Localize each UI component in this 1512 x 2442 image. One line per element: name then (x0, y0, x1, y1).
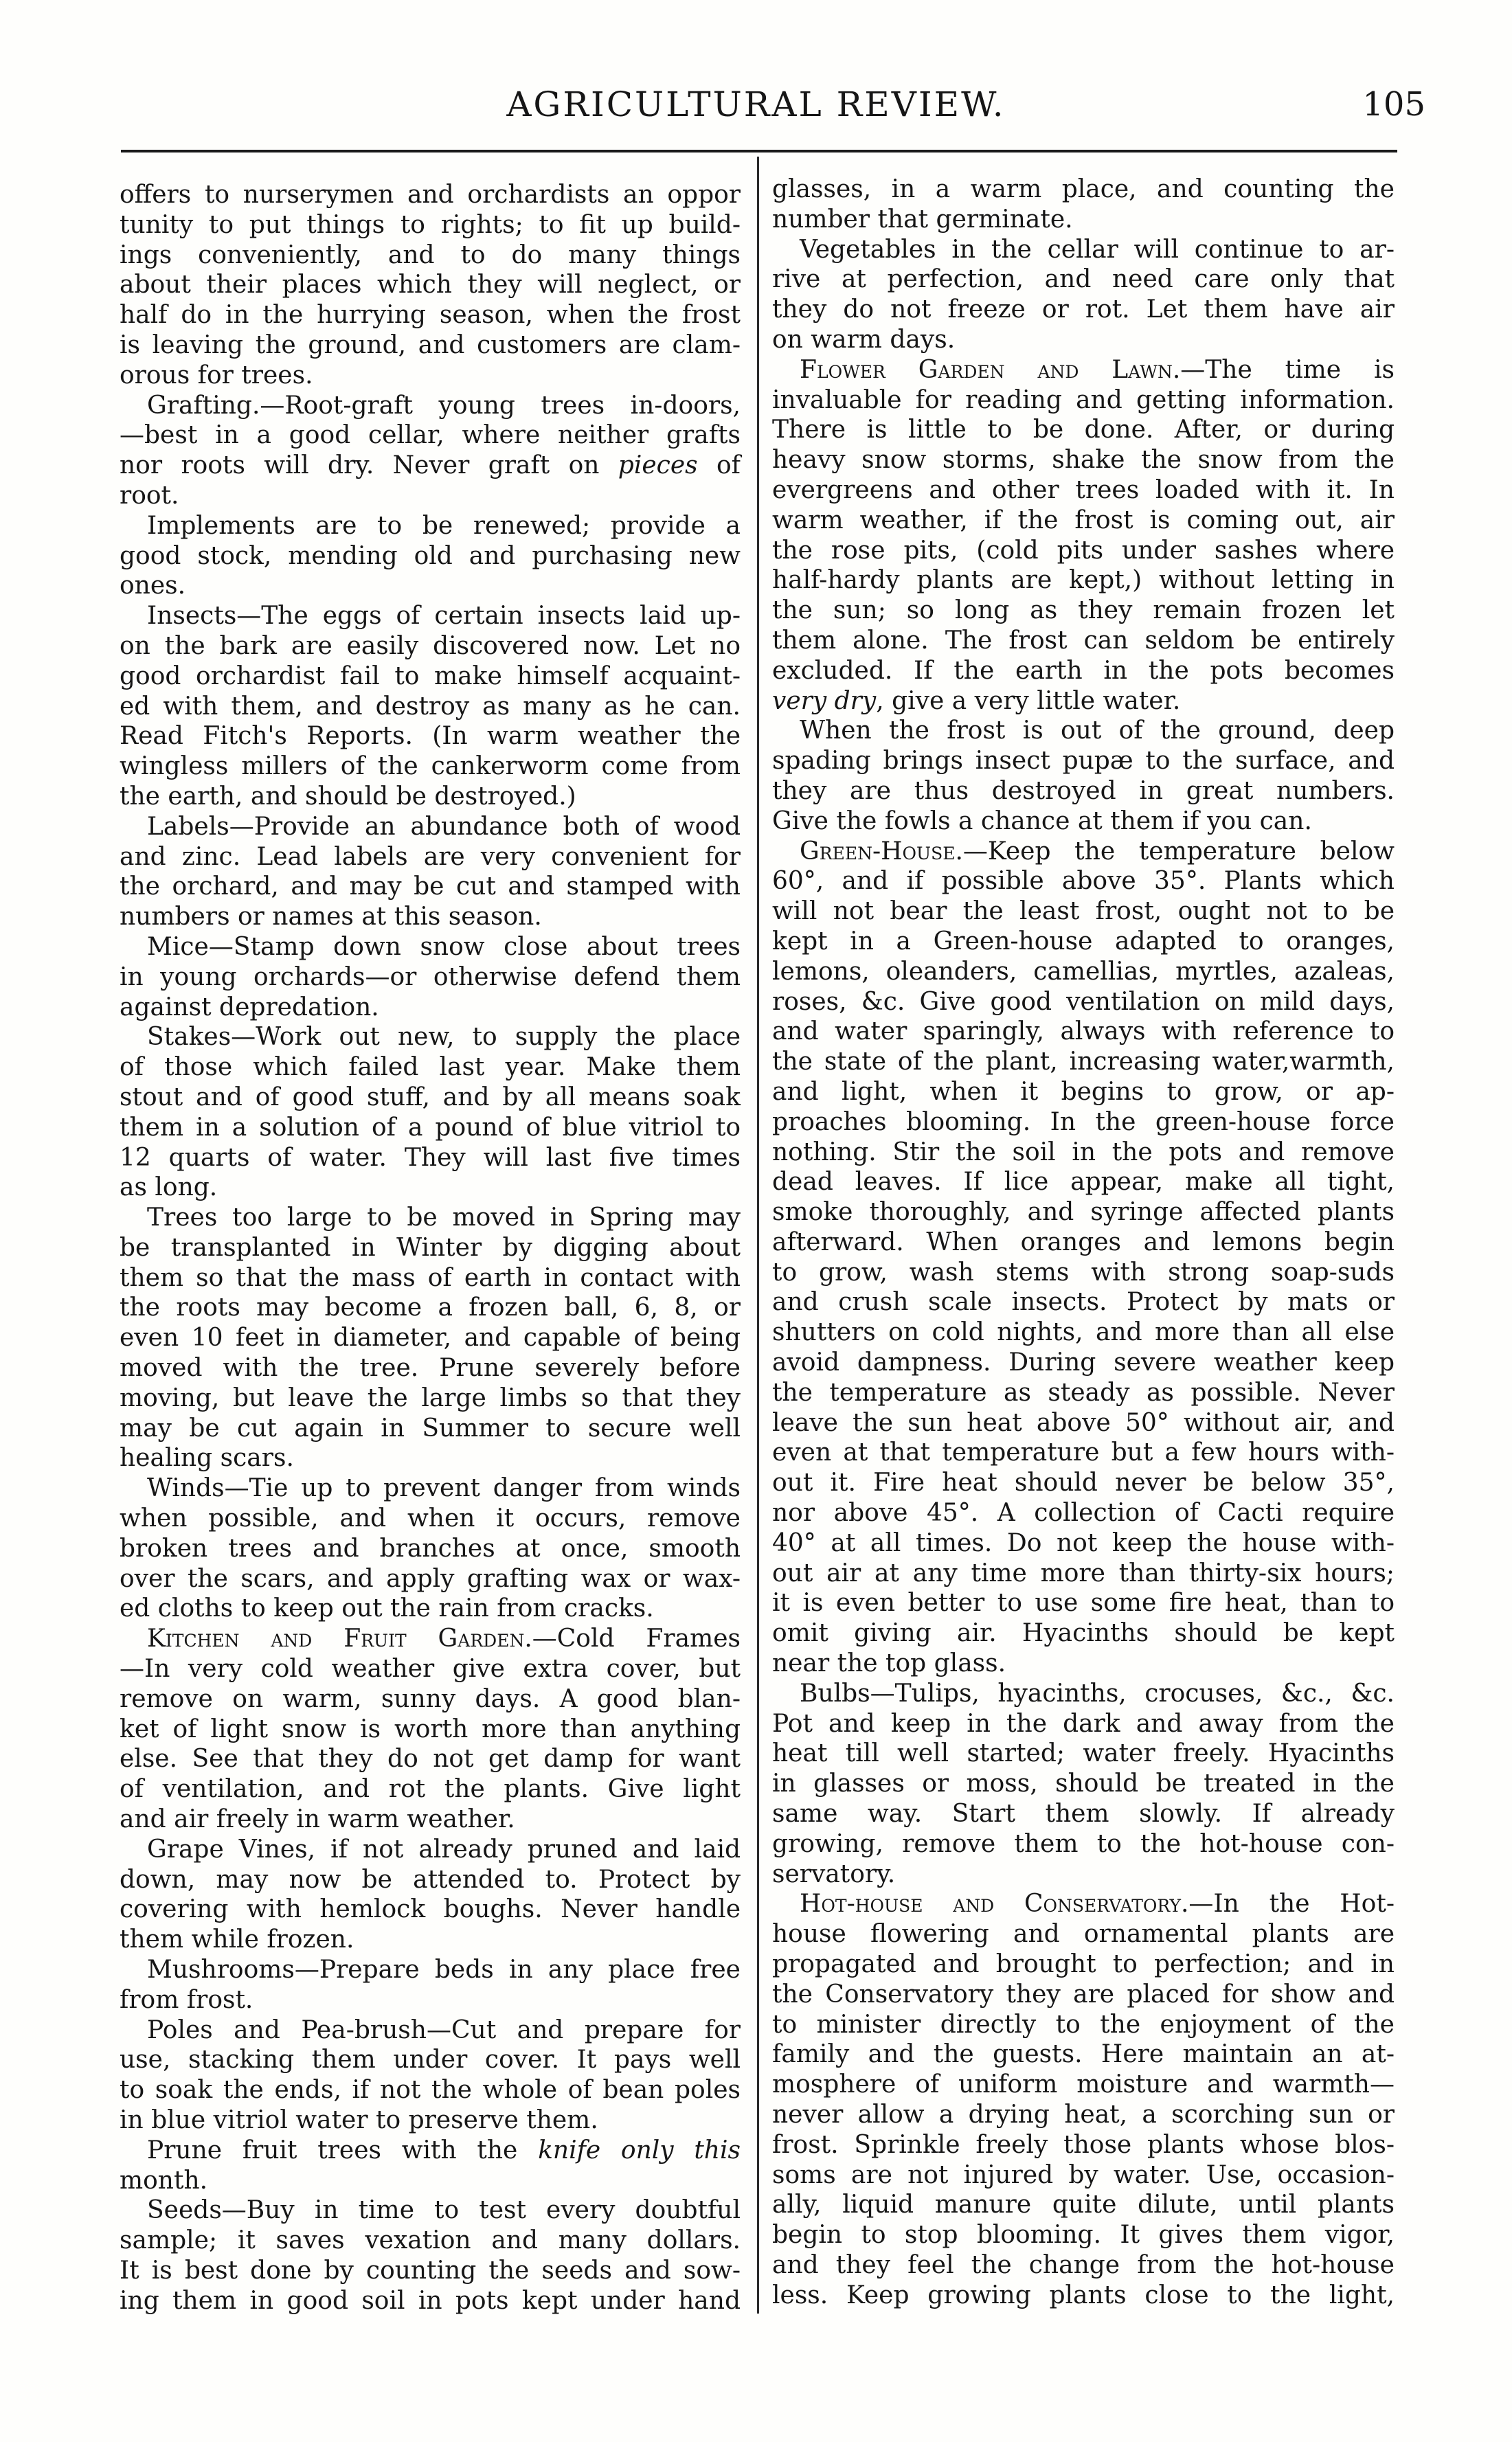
text-line: Labels—Provide an abundance both of wood (147, 812, 741, 841)
text-line: them while frozen. (120, 1925, 354, 1954)
paragraph (120, 2195, 741, 2316)
text-line: will not bear the least frost, ought not to be (772, 897, 1395, 926)
text-line: When the frost is out of the ground, deep (800, 716, 1395, 745)
text-line: mosphere of uniform moisture and warmth— (772, 2070, 1395, 2099)
text-line: ones. (120, 572, 186, 600)
column-divider (757, 157, 759, 2314)
text-run: —In the Hot- (1188, 1890, 1395, 1919)
text-line: the temperature as steady as possible. Never (772, 1378, 1395, 1407)
text-line: invaluable for reading and getting information. (772, 385, 1395, 414)
text-line: 12 quarts of water. They will last five times (120, 1143, 741, 1172)
text-line (772, 355, 1395, 385)
text-line: Pot and keep in the dark and away from the (772, 1709, 1395, 1738)
paragraph (772, 235, 1395, 355)
text-line: Grape Vines, if not already pruned and laid (147, 1835, 741, 1864)
text-line: when possible, and when it occurs, remove (120, 1504, 741, 1533)
text-line: same way. Start them slowly. If already (772, 1800, 1395, 1829)
text-line: roses, &c. Give good ventilation on mild days, (772, 987, 1395, 1016)
paragraph (120, 1473, 741, 1624)
running-head-title: AGRICULTURAL REVIEW. (506, 84, 1006, 124)
text-line: begin to stop blooming. It gives them vigor, (772, 2221, 1395, 2250)
text-line: good orchardist fail to make himself acquaint- (120, 662, 741, 690)
paragraph (120, 2015, 741, 2136)
text-line: evergreens and other trees loaded with it. In (772, 475, 1395, 504)
text-line: ings conveniently, and to do many things (120, 240, 741, 269)
paragraph (772, 1679, 1395, 1890)
text-line: Grafting.—Root-graft young trees in-doors, (147, 391, 741, 420)
text-run: , give a very little water. (876, 686, 1181, 715)
text-line: use, stacking them under cover. It pays well (120, 2046, 741, 2074)
text-line: servatory. (772, 1859, 896, 1888)
text-line: frost. Sprinkle freely those plants whose blos- (772, 2130, 1395, 2159)
text-line: to minister directly to the enjoyment of the (772, 2010, 1395, 2039)
text-line: them in a solution of a pound of blue vitriol to (120, 1113, 741, 1142)
text-line: of ventilation, and rot the plants. Give light (120, 1775, 741, 1804)
text-line: leave the sun heat above 50° without air, and (772, 1408, 1395, 1437)
paragraph (120, 1624, 741, 1835)
text-line: Vegetables in the cellar will continue to ar- (800, 235, 1395, 264)
italic-text: knife only this (538, 2136, 741, 2164)
text-line: and air freely in warm weather. (120, 1805, 515, 1834)
text-line: month. (120, 2166, 208, 2195)
text-line: nor above 45°. A collection of Cacti require (772, 1499, 1395, 1528)
section-heading: Hot-house and Conservatory. (800, 1890, 1189, 1919)
text-line: never allow a drying heat, a scorching sun or (772, 2101, 1395, 2129)
text-line: out air at any time more than thirty-six hours; (772, 1559, 1395, 1587)
section-heading: Kitchen and Fruit Garden. (147, 1625, 532, 1653)
text-line: Winds—Tie up to prevent danger from winds (147, 1474, 741, 1503)
text-line: the sun; so long as they remain frozen let (772, 596, 1395, 625)
text-line: near the top glass. (772, 1649, 1006, 1678)
header-rule (121, 150, 1397, 152)
text-line: warm weather, if the frost is coming out, air (772, 506, 1395, 534)
text-line: out it. Fire heat should never be below 35°, (772, 1469, 1395, 1497)
paragraph (120, 1835, 741, 1955)
text-line: smoke thoroughly, and syringe affected plants (772, 1198, 1395, 1227)
text-line: Implements are to be renewed; provide a (147, 511, 741, 540)
text-line: stout and of good stuff, and by all means soak (120, 1083, 741, 1111)
text-line: excluded. If the earth in the pots becomes (772, 656, 1395, 685)
text-line: growing, remove them to the hot-house con- (772, 1829, 1395, 1858)
text-run: —Cold Frames (532, 1625, 741, 1653)
text-line: may be cut again in Summer to secure well (120, 1414, 741, 1443)
paragraph (120, 601, 741, 812)
text-line: wingless millers of the cankerworm come from (120, 752, 741, 781)
paragraph (120, 511, 741, 601)
text-line: root. (120, 481, 179, 510)
text-line: lemons, oleanders, camellias, myrtles, azaleas, (772, 957, 1395, 986)
text-line: It is best done by counting the seeds and sow- (120, 2256, 741, 2285)
text-line: Trees too large to be moved in Spring may (147, 1203, 741, 1232)
text-line: —best in a good cellar, where neither grafts (120, 421, 741, 450)
paragraph (120, 812, 741, 932)
text-line: moved with the tree. Prune severely before (120, 1354, 741, 1383)
text-line: heat till well started; water freely. Hyacinths (772, 1739, 1395, 1768)
text-line: heavy snow storms, shake the snow from the (772, 446, 1395, 475)
paragraph (772, 355, 1395, 716)
text-line: in blue vitriol water to preserve them. (120, 2106, 598, 2134)
text-line: the orchard, and may be cut and stamped with (120, 872, 741, 901)
left-column (120, 180, 741, 2316)
text-line: broken trees and branches at once, smooth (120, 1534, 741, 1563)
text-line: Mushrooms—Prepare beds in any place free (147, 1956, 741, 1985)
text-line: the state of the plant, increasing water,warmth, (772, 1048, 1395, 1076)
text-run: —The time is (1180, 355, 1395, 384)
text-line: sample; it saves vexation and many dollars. (120, 2226, 741, 2255)
text-line: down, may now be attended to. Protect by (120, 1865, 741, 1894)
text-line: There is little to be done. After, or during (772, 416, 1395, 444)
text-line: the Conservatory they are placed for show and (772, 1980, 1395, 2009)
text-line (120, 1624, 741, 1654)
italic-text: pieces (618, 451, 698, 480)
paragraph (772, 1889, 1395, 2310)
text-line: numbers or names at this season. (120, 903, 542, 931)
text-line: of those which failed last year. Make them (120, 1053, 741, 1082)
text-line: is leaving the ground, and customers are clam- (120, 330, 741, 359)
text-line: it is even better to use some fire heat, than to (772, 1589, 1395, 1618)
text-line: even at that temperature but a few hours with- (772, 1438, 1395, 1467)
text-line: ed cloths to keep out the rain from cracks. (120, 1594, 654, 1623)
text-line: them alone. The frost can seldom be entirely (772, 626, 1395, 655)
text-run: —Keep the temperature below (962, 837, 1395, 866)
paragraph (120, 932, 741, 1022)
text-run: Prune fruit trees with the (147, 2136, 539, 2164)
text-line: and crush scale insects. Protect by mats or (772, 1288, 1395, 1317)
text-line: nothing. Stir the soil in the pots and remove (772, 1138, 1395, 1166)
text-line: be transplanted in Winter by digging about (120, 1233, 741, 1262)
text-line: Poles and Pea-brush—Cut and prepare for (147, 2015, 741, 2044)
text-line: orous for trees. (120, 361, 313, 389)
text-line: ing them in good soil in pots kept under hand (120, 2286, 741, 2315)
text-line: glasses, in a warm place, and counting the (772, 175, 1395, 203)
text-line: on warm days. (772, 325, 956, 354)
text-line (772, 837, 1395, 867)
text-line: even 10 feet in diameter, and capable of being (120, 1324, 741, 1353)
text-line: the earth, and should be destroyed.) (120, 782, 576, 811)
text-line: and zinc. Lead labels are very convenient for (120, 842, 741, 871)
text-line: kept in a Green-house adapted to oranges, (772, 927, 1395, 956)
text-line: spading brings insect pupæ to the surface, and (772, 747, 1395, 776)
section-heading: Flower Garden and Lawn. (800, 355, 1181, 384)
text-line: and water sparingly, always with reference to (772, 1017, 1395, 1046)
text-line: Bulbs—Tulips, hyacinths, crocuses, &c., &c. (800, 1679, 1395, 1708)
page-number: 105 (1362, 85, 1425, 124)
text-line (772, 1889, 1395, 1919)
paragraph (120, 391, 741, 511)
text-line: dead leaves. If lice appear, make all tight, (772, 1168, 1395, 1197)
text-line: them so that the mass of earth in contact with (120, 1263, 741, 1292)
right-column (772, 174, 1395, 2311)
text-line: and they feel the change from the hot-house (772, 2250, 1395, 2279)
text-line: omit giving air. Hyacinths should be kept (772, 1619, 1395, 1648)
text-line: proaches blooming. In the green-house force (772, 1107, 1395, 1136)
text-line: rive at perfection, and need care only that (772, 265, 1395, 294)
text-line: Mice—Stamp down snow close about trees (147, 932, 741, 961)
text-line: ed with them, and destroy as many as he can. (120, 692, 741, 721)
paragraph (120, 1022, 741, 1203)
paragraph (120, 2136, 741, 2196)
paragraph (120, 180, 741, 391)
text-line: half-hardy plants are kept,) without letting in (772, 566, 1395, 595)
text-line: Insects—The eggs of certain insects laid up- (147, 602, 741, 631)
text-line: propagated and brought to perfection; and in (772, 1950, 1395, 1979)
text-line: ally, liquid manure quite dilute, until plants (772, 2191, 1395, 2219)
text-line: Read Fitch's Reports. (In warm weather the (120, 722, 741, 751)
text-line: healing scars. (120, 1444, 294, 1473)
text-line: about their places which they will neglect, or (120, 271, 741, 299)
text-line: ket of light snow is worth more than anything (120, 1715, 741, 1743)
text-line: Give the fowls a chance at them if you can. (772, 806, 1312, 835)
text-line: in glasses or moss, should be treated in the (772, 1770, 1395, 1798)
text-line: against depredation. (120, 993, 379, 1021)
paragraph (772, 716, 1395, 836)
text-line: on the bark are easily discovered now. Let no (120, 631, 741, 660)
text-line: Stakes—Work out new, to supply the place (147, 1023, 741, 1052)
text-line: offers to nurserymen and orchardists an oppor (120, 181, 741, 209)
text-line: the roots may become a frozen ball, 6, 8, or (120, 1293, 741, 1322)
text-line: remove on warm, sunny days. A good blan- (120, 1684, 741, 1713)
text-line: they are thus destroyed in great numbers. (772, 776, 1395, 805)
section-heading: Green-House. (800, 837, 963, 866)
text-line: house flowering and ornamental plants are (772, 1920, 1395, 1949)
text-line: Seeds—Buy in time to test every doubtful (147, 2196, 741, 2225)
paragraph (120, 1955, 741, 2015)
text-line: moving, but leave the large limbs so that they (120, 1383, 741, 1412)
text-line (120, 2136, 741, 2166)
paragraph (120, 1203, 741, 1473)
text-line: they do not freeze or rot. Let them have air (772, 295, 1395, 324)
text-line: covering with hemlock boughs. Never handle (120, 1895, 741, 1924)
text-line: the rose pits, (cold pits under sashes where (772, 536, 1395, 565)
text-line: number that germinate. (772, 205, 1073, 234)
text-line: avoid dampness. During severe weather keep (772, 1348, 1395, 1377)
text-line: good stock, mending old and purchasing new (120, 541, 741, 570)
text-line: afterward. When oranges and lemons begin (772, 1228, 1395, 1256)
text-line: 40° at all times. Do not keep the house with- (772, 1528, 1395, 1557)
text-line: over the scars, and apply grafting wax or wax- (120, 1564, 741, 1593)
italic-text: very dry (772, 686, 877, 715)
text-line: half do in the hurrying season, when the frost (120, 301, 741, 330)
text-line: family and the guests. Here maintain an at- (772, 2040, 1395, 2069)
text-line: 60°, and if possible above 35°. Plants which (772, 867, 1395, 896)
text-line: as long. (120, 1173, 218, 1202)
text-line: and light, when it begins to grow, or ap- (772, 1077, 1395, 1106)
text-line (120, 451, 741, 481)
text-line: less. Keep growing plants close to the light, (772, 2281, 1395, 2309)
paragraph (772, 174, 1395, 235)
text-line: —In very cold weather give extra cover, but (120, 1655, 741, 1684)
text-line (772, 686, 1395, 716)
text-line: in young orchards—or otherwise defend them (120, 962, 741, 991)
text-run: of (697, 451, 741, 480)
text-line: tunity to put things to rights; to fit up build- (120, 210, 741, 239)
text-line: from frost. (120, 1985, 253, 2014)
text-line: shutters on cold nights, and more than all else (772, 1318, 1395, 1347)
text-line: else. See that they do not get damp for want (120, 1745, 741, 1774)
text-line: to grow, wash stems with strong soap-suds (772, 1258, 1395, 1287)
text-line: to soak the ends, if not the whole of bean poles (120, 2076, 741, 2105)
paragraph (772, 837, 1395, 1679)
text-run: nor roots will dry. Never graft on (120, 451, 618, 480)
text-line: soms are not injured by water. Use, occasion- (772, 2160, 1395, 2189)
